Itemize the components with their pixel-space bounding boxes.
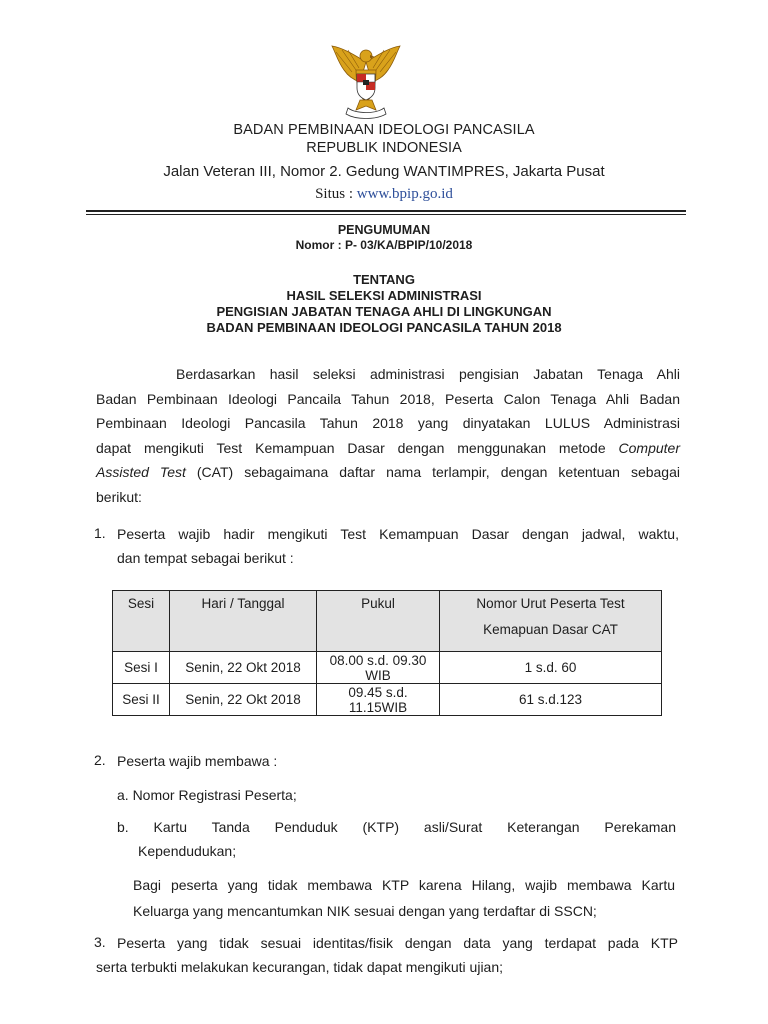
item-1-line: dan tempat sebagai berikut :: [117, 550, 294, 566]
letterhead-rule: [86, 210, 686, 212]
intro-line: Badan Pembinaan Ideologi Pancaila Tahun 2018, Peserta Calon Tenaga Ahli Badan: [96, 390, 680, 407]
cell-number: 61 s.d.123: [440, 684, 662, 716]
item-2b-line: b. Kartu Tanda Penduduk (KTP) asli/Surat Keterangan Perekaman: [117, 819, 676, 835]
title-line-2: PENGISIAN JABATAN TENAGA AHLI DI LINGKUNGAN: [216, 304, 552, 319]
website-line: [0, 186, 768, 203]
document-kind: PENGUMUMAN: [337, 223, 431, 237]
country-name: REPUBLIK INDONESIA: [306, 140, 462, 156]
intro-italic: Assisted Test: [96, 464, 186, 480]
item-2: Peserta wajib membawa :: [117, 753, 278, 769]
item-2b-cont: Kependudukan;: [138, 843, 237, 859]
intro-paragraph: [96, 362, 680, 509]
cell-time: 09.45 s.d. 11.15WIB: [317, 684, 440, 716]
item-number: 2.: [94, 752, 106, 768]
intro-line: Berdasarkan hasil seleksi administrasi pengisian Jabatan Tenaga Ahli: [176, 366, 680, 382]
title-line-3: BADAN PEMBINAAN IDEOLOGI PANCASILA TAHUN 2018: [206, 320, 562, 335]
header-time: [317, 591, 440, 652]
item-1-line: Peserta wajib hadir mengikuti Test Kemampuan Dasar dengan jadwal, waktu,: [117, 526, 679, 542]
intro-line: [96, 460, 680, 485]
header-participant-number: [440, 591, 662, 652]
cell-session: Sesi II: [113, 684, 170, 716]
intro-line: berikut:: [96, 488, 142, 505]
intro-line: [96, 436, 680, 461]
item-2c-line: Keluarga yang mencantumkan NIK sesuai dengan yang terdaftar di SSCN;: [133, 903, 597, 919]
cell-number: 1 s.d. 60: [440, 652, 662, 684]
item-2c: [133, 873, 675, 923]
item-2c-line: Bagi peserta yang tidak membawa KTP karena Hilang, wajib membawa Kartu: [133, 877, 675, 893]
intro-italic: Computer: [618, 439, 680, 456]
header-number-line2: Kemapuan Dasar CAT: [483, 622, 618, 637]
item-3-line: Peserta yang tidak sesuai identitas/fisik dengan data yang terdapat pada KTP: [117, 935, 678, 951]
website-link[interactable]: www.bpip.go.id: [356, 186, 453, 202]
cell-date: Senin, 22 Okt 2018: [170, 652, 317, 684]
header-time-label: Pukul: [361, 596, 395, 611]
item-3-cont: serta terbukti melakukan kecurangan, tidak dapat mengikuti ujian;: [96, 959, 504, 975]
header-date: Hari / Tanggal: [170, 591, 317, 652]
table-row: [113, 652, 662, 684]
item-number: 1.: [94, 525, 106, 541]
schedule-table: [112, 590, 662, 716]
cell-date: Senin, 22 Okt 2018: [170, 684, 317, 716]
item-2a: a. Nomor Registrasi Peserta;: [117, 787, 297, 803]
table-header-row: [113, 591, 662, 652]
table-row: [113, 684, 662, 716]
header-session: Sesi: [113, 591, 170, 652]
title-about: TENTANG: [353, 272, 415, 287]
title-line-1: HASIL SELEKSI ADMINISTRASI: [286, 288, 482, 303]
header-number-line1: Nomor Urut Peserta Test: [476, 596, 625, 611]
intro-text: (CAT) sebagaimana daftar nama terlampir, dengan ketentuan sebagai: [185, 464, 680, 480]
item-1: [117, 522, 679, 570]
letterhead-rule-thin: [86, 214, 686, 215]
website-label: Situs :: [315, 186, 357, 202]
cell-time: 08.00 s.d. 09.30 WIB: [317, 652, 440, 684]
item-number: 3.: [94, 934, 106, 950]
item-3: [117, 931, 678, 955]
document-number: Nomor : P- 03/KA/BPIP/10/2018: [295, 238, 473, 252]
item-2b: [117, 815, 676, 839]
institution-name: BADAN PEMBINAAN IDEOLOGI PANCASILA: [233, 122, 535, 138]
institution-address: Jalan Veteran III, Nomor 2. Gedung WANTIMPRES, Jakarta Pusat: [163, 163, 605, 180]
intro-text: dapat mengikuti Test Kemampuan Dasar dengan menggunakan metode: [96, 439, 619, 456]
garuda-emblem-icon: [326, 42, 406, 120]
intro-line: Pembinaan Ideologi Pancasila Tahun 2018 yang dinyatakan LULUS Administrasi: [96, 415, 680, 431]
cell-session: Sesi I: [113, 652, 170, 684]
